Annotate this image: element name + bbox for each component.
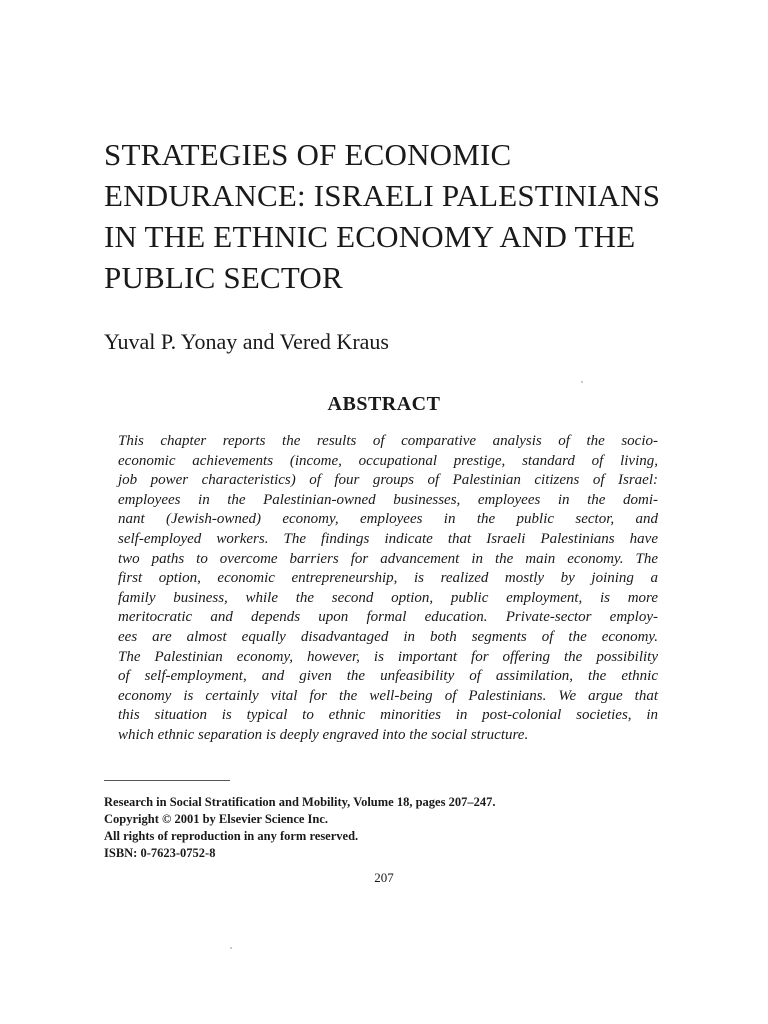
publication-info-line: ISBN: 0-7623-0752-8: [104, 846, 216, 860]
chapter-title: [104, 134, 704, 298]
abstract-line: meritocratic and depends upon formal education. Private-sector employ-: [118, 609, 658, 626]
title-line: IN THE ETHNIC ECONOMY AND THE: [104, 219, 636, 254]
publication-info: [104, 794, 495, 862]
abstract-line: This chapter reports the results of comparative analysis of the socio-: [118, 433, 658, 449]
abstract-line: family business, while the second option, public employment, is more: [118, 589, 658, 606]
footnote-divider: [104, 780, 230, 781]
abstract-line: which ethnic separation is deeply engraved into the social structure.: [118, 726, 529, 743]
abstract-line: The Palestinian economy, however, is important for offering the possibility: [118, 648, 658, 665]
scan-speck: [581, 381, 583, 383]
title-line: PUBLIC SECTOR: [104, 260, 343, 295]
abstract-line: economy is certainly vital for the well-being of Palestinians. We argue that: [118, 687, 658, 704]
abstract-line: first option, economic entrepreneurship, is realized mostly by joining a: [118, 570, 658, 587]
title-line: ENDURANCE: ISRAELI PALESTINIANS: [104, 178, 661, 213]
authors: Yuval P. Yonay and Vered Kraus: [104, 329, 389, 354]
abstract-line: this situation is typical to ethnic minorities in post-colonial societies, in: [118, 707, 658, 724]
abstract-body: [118, 432, 658, 746]
page-number: 207: [374, 870, 394, 885]
abstract-line: economic achievements (income, occupational prestige, standard of living,: [118, 452, 658, 469]
abstract-line: nant (Jewish-owned) economy, employees in the public sector, and: [118, 511, 658, 528]
scan-speck: [230, 947, 232, 949]
publication-info-line: Copyright © 2001 by Elsevier Science Inc.: [104, 812, 329, 826]
abstract-line: job power characteristics) of four groups of Palestinian citizens of Israel:: [118, 472, 658, 489]
abstract-line: of self-employment, and given the unfeasibility of assimilation, the ethnic: [118, 668, 658, 685]
abstract-line: self-employed workers. The findings indicate that Israeli Palestinians have: [118, 530, 658, 547]
publication-info-line: All rights of reproduction in any form reserved.: [104, 829, 359, 843]
abstract-line: two paths to overcome barriers for advancement in the main economy. The: [118, 550, 658, 567]
title-line: STRATEGIES OF ECONOMIC: [104, 137, 512, 172]
abstract-line: employees in the Palestinian-owned businesses, employees in the domi-: [118, 491, 658, 508]
abstract-heading: ABSTRACT: [327, 393, 441, 415]
abstract-line: ees are almost equally disadvantaged in both segments of the economy.: [118, 628, 658, 645]
publication-info-line: Research in Social Stratification and Mobility, Volume 18, pages 207–247.: [104, 795, 496, 809]
